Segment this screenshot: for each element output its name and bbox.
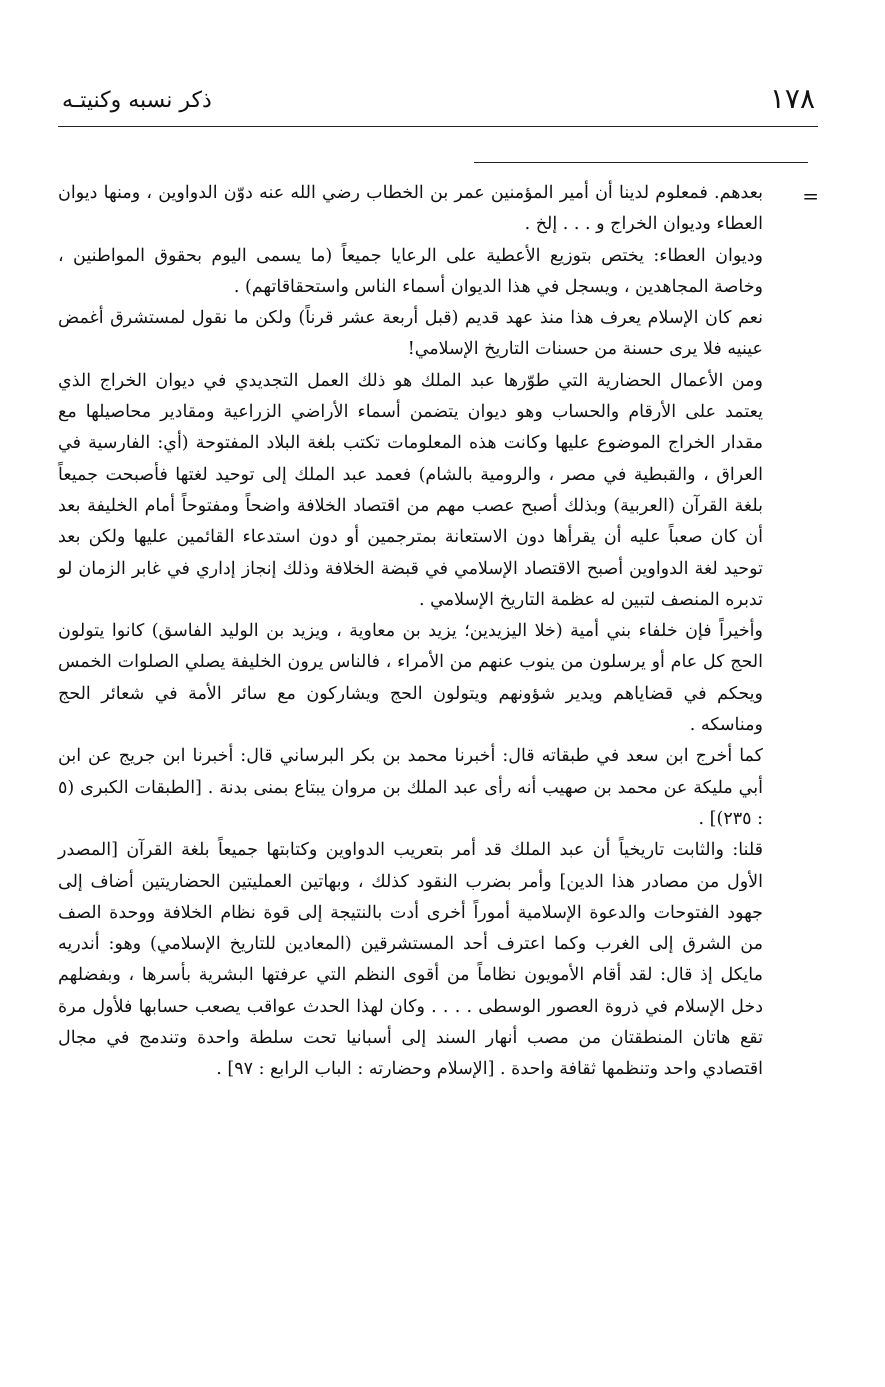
paragraph: نعم كان الإسلام يعرف هذا منذ عهد قديم (قبل أربعة عشر قرناً) ولكن ما نقول لمستشرق أغمض عينيه فلا يرى حسنة من حسنات التاريخ الإسلامي! <box>58 308 763 360</box>
running-title: ذكر نسبه وكنيتـه <box>62 88 212 113</box>
header-rule <box>58 126 818 127</box>
paragraph: كما أخرج ابن سعد في طبقاته قال: أخبرنا محمد بن بكر البرساني قال: أخبرنا ابن جريج عن ابن أبي مليكة عن محمد بن صهيب أنه رأى عبد الملك بن مروان يبتاع بمنى بدنة . [الطبقات الكبرى (٥ : ٢٣٥)] . <box>58 746 763 829</box>
footnote-continuation-mark: = <box>802 184 819 208</box>
paragraph: بعدهم. فمعلوم لدينا أن أمير المؤمنين عمر بن الخطاب رضي الله عنه دوّن الدواوين ، ومنها ديوان العطاء وديوان الخراج و . . . إلخ . <box>58 183 763 235</box>
paragraph: قلنا: والثابت تاريخياً أن عبد الملك قد أمر بتعريب الدواوين وكتابتها جميعاً بلغة القرآن [المصدر الأول من مصادر هذا الدين] وأمر بضرب النقود كذلك ، وبهاتين العمليتين الحضاريتين أضاف إلى جهود الفتوحات والدعوة الإسلامية أموراً أخرى أدت بالنتيجة إلى قوة نظام الخلافة ووحدة الصف من الشرق إلى الغرب وكما اعترف أحد المستشرقين (المعادين للتاريخ الإسلامي) وهو: أندريه مايكل إذ قال: لقد أقام الأمويون نظاماً من أقوى النظم التي عرفتها البشرية بأسرها ، وبفضلهم دخل الإسلام في ذروة العصور الوسطى . . . . وكان لهذا الحدث عواقب يصعب حسابها فلأول مرة تقع هاتان المنطقتان من مصب أنهار السند إلى أسبانيا تحت سلطة واحدة وتندمج في مجال اقتصادي واحد وتنظمها ثقافة واحدة . [الإسلام وحضارته : الباب الرابع : ٩٧] . <box>58 840 763 1080</box>
paragraph: وديوان العطاء: يختص بتوزيع الأعطية على الرعايا جميعاً (ما يسمى اليوم بحقوق المواطنين ، وخاصة المجاهدين ، ويسجل في هذا الديوان أسماء الناس واستحقاقاتهم) . <box>58 245 763 297</box>
paragraph: وأخيراً فإن خلفاء بني أمية (خلا اليزيدين؛ يزيد بن معاوية ، ويزيد بن الوليد الفاسق) كانوا يتولون الحج كل عام أو يرسلون من ينوب عنهم من الأمراء ، فالناس يرون الخليفة يصلي الصلوات الخمس ويحكم في قضاياهم ويدير شؤونهم ويتولون الحج ويشاركون مع سائر الأمة في شعائر الحج ومناسكه . <box>58 621 763 736</box>
paragraph: ومن الأعمال الحضارية التي طوّرها عبد الملك هو ذلك العمل التجديدي في ديوان الخراج الذي يعتمد على الأرقام والحساب وهو ديوان يتضمن أسماء الأراضي الزراعية ومقادير محاصيلها مع مقدار الخراج الموضوع عليها وكانت هذه المعلومات تكتب بلغة البلاد المفتوحة (أي: الفارسية في العراق ، والقبطية في مصر ، والرومية بالشام) فعمد عبد الملك إلى توحيد لغتها فأصبحت جميعاً بلغة القرآن (العربية) وبذلك أصبح عصب مهم من اقتصاد الخلافة واضحاً ومفتوحاً أمام الخليفة بعد أن كان صعباً عليه أن يقرأها دون الاستعانة بمترجمين أو دون استدعاء القائمين عليها ولكن بعد توحيد لغة الدواوين أصبح الاقتصاد الإسلامي في قبضة الخلافة وذلك إنجاز إداري في غابر الزمان لو تدبره المنصف لتبين له عظمة التاريخ الإسلامي . <box>58 370 763 610</box>
footnote-separator-rule <box>474 162 808 163</box>
footnote-text <box>58 178 763 1086</box>
page-number: ١٧٨ <box>769 82 815 115</box>
